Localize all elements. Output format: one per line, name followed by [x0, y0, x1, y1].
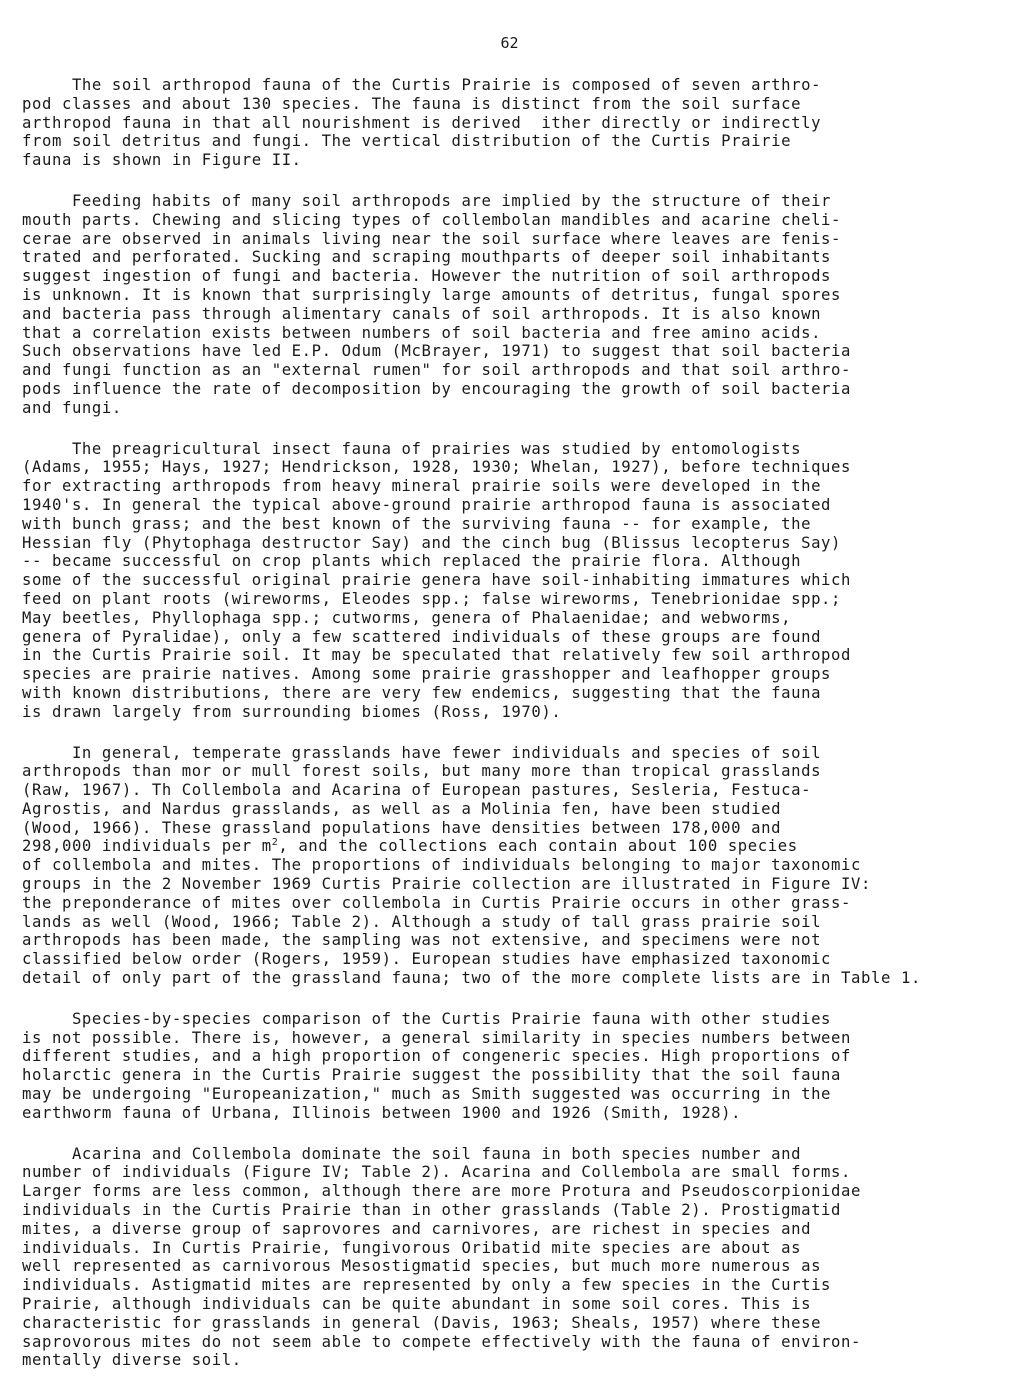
text-line: trated and perforated. Sucking and scraping mouthparts of deeper soil inhabitants	[22, 248, 832, 267]
paragraph-4	[22, 744, 972, 988]
text-line: in the Curtis Prairie soil. It may be speculated that relatively few soil arthropod	[22, 646, 852, 665]
text-line: May beetles, Phyllophaga spp.; cutworms, genera of Phalaenidae; and webworms,	[22, 608, 792, 627]
text-line: In general, temperate grasslands have fewer individuals and species of soil	[22, 743, 822, 762]
text-line: 1940's. In general the typical above-ground prairie arthropod fauna is associated	[22, 495, 832, 514]
text-line: is not possible. There is, however, a general similarity in species numbers between	[22, 1028, 852, 1047]
superscript: 2	[271, 837, 279, 849]
text-line: individuals. Astigmatid mites are represented by only a few species in the Curtis	[22, 1276, 832, 1295]
text-line: Prairie, although individuals can be quite abundant in some soil cores. This is	[22, 1295, 812, 1314]
text-line: and bacteria pass through alimentary canals of soil arthropods. It is also known	[22, 304, 822, 323]
paragraph-1	[22, 76, 972, 170]
paragraph-5	[22, 1010, 972, 1123]
text-line: Larger forms are less common, although there are more Protura and Pseudoscorpionidae	[22, 1182, 862, 1201]
page-number: 62	[500, 34, 519, 52]
text-line: lands as well (Wood, 1966; Table 2). Although a study of tall grass prairie soil	[22, 912, 822, 931]
text-line: Acarina and Collembola dominate the soil fauna in both species number and	[22, 1144, 802, 1163]
text-line: feed on plant roots (wireworms, Eleodes spp.; false wireworms, Tenebrionidae spp.;	[22, 589, 842, 608]
text-line: mites, a diverse group of saprovores and carnivores, are richest in species and	[22, 1219, 812, 1238]
text-line: arthropod fauna in that all nourishment is derived ither directly or indirectly	[22, 113, 822, 132]
text-line: holarctic genera in the Curtis Prairie suggest the possibility that the soil fauna	[22, 1066, 842, 1085]
paragraph-3	[22, 440, 972, 722]
text-line: different studies, and a high proportion of congeneric species. High proportions of	[22, 1047, 852, 1066]
text-line: of collembola and mites. The proportions of individuals belonging to major taxonomic	[22, 856, 862, 875]
text-line: that a correlation exists between numbers of soil bacteria and free amino acids.	[22, 323, 822, 342]
text-line: from soil detritus and fungi. The vertical distribution of the Curtis Prairie	[22, 132, 792, 151]
text-line: individuals in the Curtis Prairie than in other grasslands (Table 2). Prostigmatid	[22, 1201, 842, 1220]
text-line: is unknown. It is known that surprisingly large amounts of detritus, fungal spores	[22, 285, 842, 304]
text-line: saprovorous mites do not seem able to compete effectively with the fauna of environ-	[22, 1332, 862, 1351]
text-line: cerae are observed in animals living near the soil surface where leaves are fenis-	[22, 229, 842, 248]
text-line: The soil arthropod fauna of the Curtis Prairie is composed of seven arthro-	[22, 76, 822, 94]
text-line: (Wood, 1966). These grassland populations have densities between 178,000 and	[22, 818, 782, 837]
text-line: genera of Pyralidae), only a few scattered individuals of these groups are found	[22, 627, 822, 646]
text-line: for extracting arthropods from heavy mineral prairie soils were developed in the	[22, 477, 822, 496]
text-line: pod classes and about 130 species. The fauna is distinct from the soil surface	[22, 94, 802, 113]
text-line: species are prairie natives. Among some prairie grasshopper and leafhopper groups	[22, 665, 832, 684]
text-line: may be undergoing "Europeanization," much as Smith suggested was occurring in the	[22, 1085, 832, 1104]
text-line: is drawn largely from surrounding biomes (Ross, 1970).	[22, 702, 562, 721]
text-line: mouth parts. Chewing and slicing types of collembolan mandibles and acarine cheli-	[22, 210, 842, 229]
text-line: earthworm fauna of Urbana, Illinois between 1900 and 1926 (Smith, 1928).	[22, 1103, 742, 1122]
text-line: (Raw, 1967). Th Collembola and Acarina of European pastures, Sesleria, Festuca-	[22, 781, 812, 800]
text-line: number of individuals (Figure IV; Table 2). Acarina and Collembola are small forms.	[22, 1163, 852, 1182]
text-line: some of the successful original prairie genera have soil-inhabiting immatures which	[22, 571, 852, 590]
paragraph-6	[22, 1145, 972, 1371]
text-line: Agrostis, and Nardus grasslands, as well as a Molinia fen, have been studied	[22, 799, 782, 818]
text-line: arthropods than mor or mull forest soils, but many more than tropical grasslands	[22, 762, 822, 781]
text-line: individuals. In Curtis Prairie, fungivorous Oribatid mite species are about as	[22, 1238, 802, 1257]
text-fragment: , and the collections each contain about 100 species	[278, 837, 798, 856]
text-line: The preagricultural insect fauna of prairies was studied by entomologists	[22, 439, 802, 458]
text-line: detail of only part of the grassland fauna; two of the more complete lists are in Table 1.	[22, 969, 921, 988]
paragraph-2	[22, 192, 972, 418]
text-line: Feeding habits of many soil arthropods are implied by the structure of their	[22, 191, 832, 210]
text-line: the preponderance of mites over collembola in Curtis Prairie occurs in other grass-	[22, 893, 852, 912]
text-line: mentally diverse soil.	[22, 1351, 242, 1370]
text-line: groups in the 2 November 1969 Curtis Prairie collection are illustrated in Figure IV:	[22, 875, 871, 894]
text-line: (Adams, 1955; Hays, 1927; Hendrickson, 1928, 1930; Whelan, 1927), before techniques	[22, 458, 852, 477]
text-line: with known distributions, there are very few endemics, suggesting that the fauna	[22, 683, 822, 702]
text-line: with bunch grass; and the best known of the surviving fauna -- for example, the	[22, 514, 812, 533]
text-line: suggest ingestion of fungi and bacteria. However the nutrition of soil arthropods	[22, 267, 832, 286]
text-line: and fungi function as an "external rumen" for soil arthropods and that soil arthro-	[22, 361, 852, 380]
text-line: fauna is shown in Figure II.	[22, 151, 302, 170]
text-line: classified below order (Rogers, 1959). European studies have emphasized taxonomic	[22, 950, 832, 969]
text-line: arthropods has been made, the sampling was not extensive, and specimens were not	[22, 931, 822, 950]
text-line: characteristic for grasslands in general (Davis, 1963; Sheals, 1957) where these	[22, 1313, 822, 1332]
text-line: Hessian fly (Phytophaga destructor Say) and the cinch bug (Blissus lecopterus Say)	[22, 533, 842, 552]
text-line: -- became successful on crop plants which replaced the prairie flora. Although	[22, 552, 802, 571]
text-line: Species-by-species comparison of the Curtis Prairie fauna with other studies	[22, 1009, 832, 1028]
text-line: Such observations have led E.P. Odum (McBrayer, 1971) to suggest that soil bacteria	[22, 342, 852, 361]
text-line: pods influence the rate of decomposition by encouraging the growth of soil bacteria	[22, 379, 852, 398]
text-fragment: 298,000 individuals per m	[22, 837, 272, 856]
text-line: well represented as carnivorous Mesostigmatid species, but much more numerous as	[22, 1257, 822, 1276]
text-line-with-superscript	[22, 837, 972, 856]
document-body	[22, 76, 972, 1392]
text-line: and fungi.	[22, 398, 122, 417]
